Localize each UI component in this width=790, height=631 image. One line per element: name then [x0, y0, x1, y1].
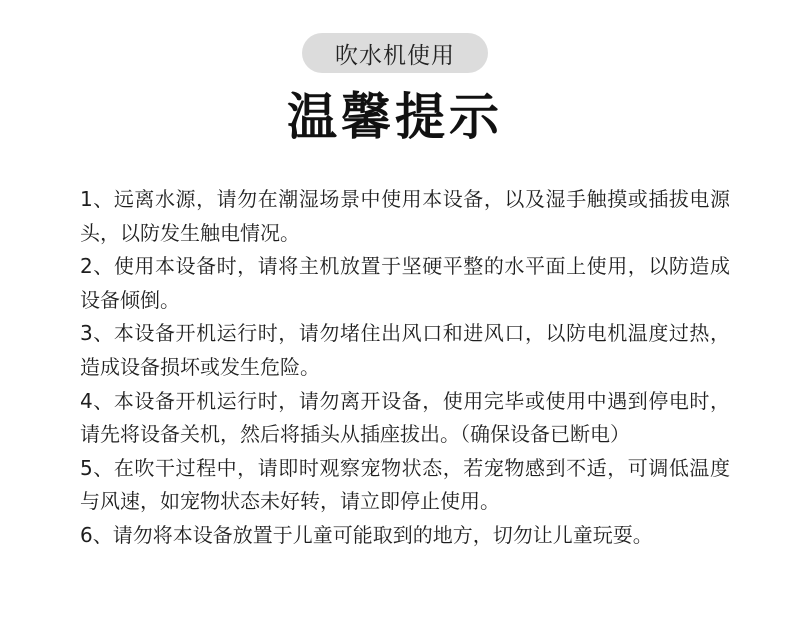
page-title: 温馨提示	[287, 88, 503, 146]
warning-list	[80, 183, 730, 553]
warning-item-4: 4、本设备开机运行时，请勿离开设备，使用完毕或使用中遇到停电时，请先将设备关机，然后将插头从插座拔出。（确保设备已断电）	[80, 388, 730, 447]
warning-item-5: 5、在吹干过程中，请即时观察宠物状态，若宠物感到不适，可调低温度与风速，如宠物状态未好转，请立即停止使用。	[80, 455, 730, 514]
warning-item-3: 3、本设备开机运行时，请勿堵住出风口和进风口，以防电机温度过热，造成设备损坏或发生危险。	[80, 321, 730, 379]
warning-item-6: 6、请勿将本设备放置于儿童可能取到的地方，切勿让儿童玩耍。	[80, 522, 653, 547]
warning-item-2: 2、使用本设备时，请将主机放置于坚硬平整的水平面上使用，以防造成设备倾倒。	[80, 254, 730, 312]
warning-item-1: 1、远离水源，请勿在潮湿场景中使用本设备，以及湿手触摸或插拔电源头，以防发生触电情况。	[80, 187, 730, 245]
section-badge-label: 吹水机使用	[335, 42, 455, 69]
section-badge	[302, 33, 488, 73]
